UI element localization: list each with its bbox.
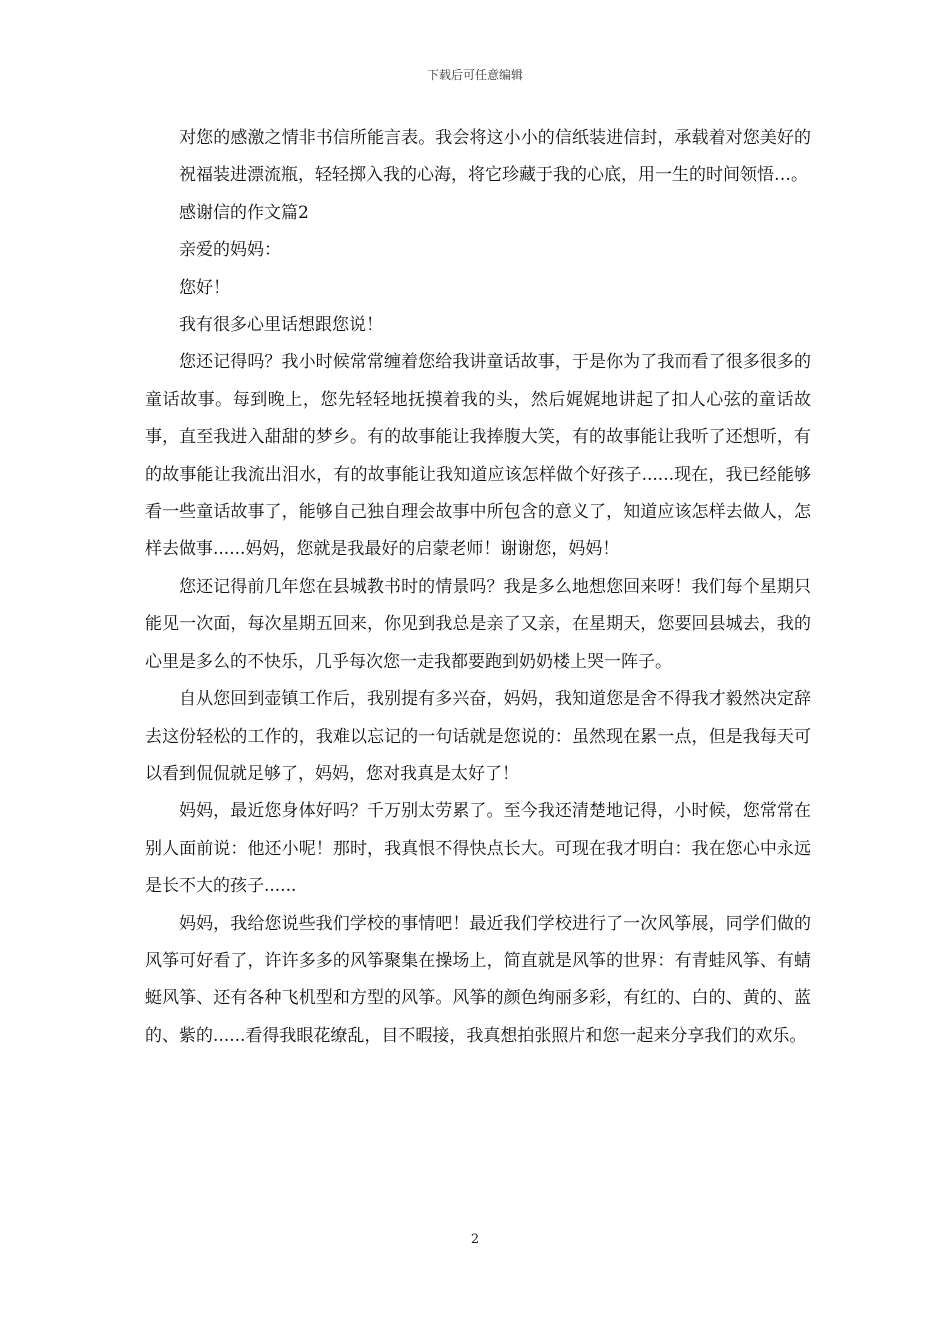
document-body <box>145 120 811 1055</box>
salutation: 亲爱的妈妈： <box>179 240 281 261</box>
paragraph: 您还记得前几年您在县城教书时的情景吗？我是多么地想您回来呀！我们每个星期只能见一次面，每次星期五回来，你见到我总是亲了又亲，在星期天，您要回县城去，我的心里是多么的不快乐，几乎每次您一走我都要跑到奶奶楼上哭一阵子。 <box>145 576 811 672</box>
paragraph: 我有很多心里话想跟您说！ <box>179 315 383 336</box>
section-title: 感谢信的作文篇2 <box>179 202 309 223</box>
paragraph: 妈妈，最近您身体好吗？千万别太劳累了。至今我还清楚地记得，小时候，您常常在别人面前说：他还小呢！那时，我真恨不得快点长大。可现在我才明白：我在您心中永远是长不大的孩子...... <box>145 801 811 897</box>
paragraph: 您还记得吗？我小时候常常缠着您给我讲童话故事，于是你为了我而看了很多很多的童话故事。每到晚上，您先轻轻地抚摸着我的头，然后娓娓地讲起了扣人心弦的童话故事，直至我进入甜甜的梦乡。有的故事能让我捧腹大笑，有的故事能让我听了还想听，有的故事能让我流出泪水，有的故事能让我知道应该怎样做个好孩子......现在，我已经能够看一些童话故事了，能够自己独自理会故事中所包含的意义了，知道应该怎样去做人，怎样去做事......妈妈，您就是我最好的启蒙老师！谢谢您，妈妈！ <box>145 352 811 560</box>
paragraph: 妈妈，我给您说些我们学校的事情吧！最近我们学校进行了一次风筝展，同学们做的风筝可好看了，许许多多的风筝聚集在操场上，简直就是风筝的世界：有青蛙风筝、有蜻蜓风筝、还有各种飞机型和方型的风筝。风筝的颜色绚丽多彩，有红的、白的、黄的、蓝的、紫的......看得我眼花缭乱，目不暇接，我真想拍张照片和您一起来分享我们的欢乐。 <box>145 913 811 1046</box>
page-number: 2 <box>470 1232 480 1247</box>
paragraph: 自从您回到壶镇工作后，我别提有多兴奋，妈妈，我知道您是舍不得我才毅然决定辞去这份轻松的工作的，我难以忘记的一句话就是您说的：虽然现在累一点，但是我每天可以看到侃侃就足够了，妈妈，您对我真是太好了！ <box>145 689 811 784</box>
paragraph-continuation: 对您的感激之情非书信所能言表。我会将这小小的信纸装进信封，承载着对您美好的祝福装进漂流瓶，轻轻掷入我的心海，将它珍藏于我的心底，用一生的时间领悟…。 <box>179 128 811 186</box>
page-header: 下载后可任意编辑 <box>426 68 523 82</box>
greeting: 您好！ <box>179 277 230 298</box>
